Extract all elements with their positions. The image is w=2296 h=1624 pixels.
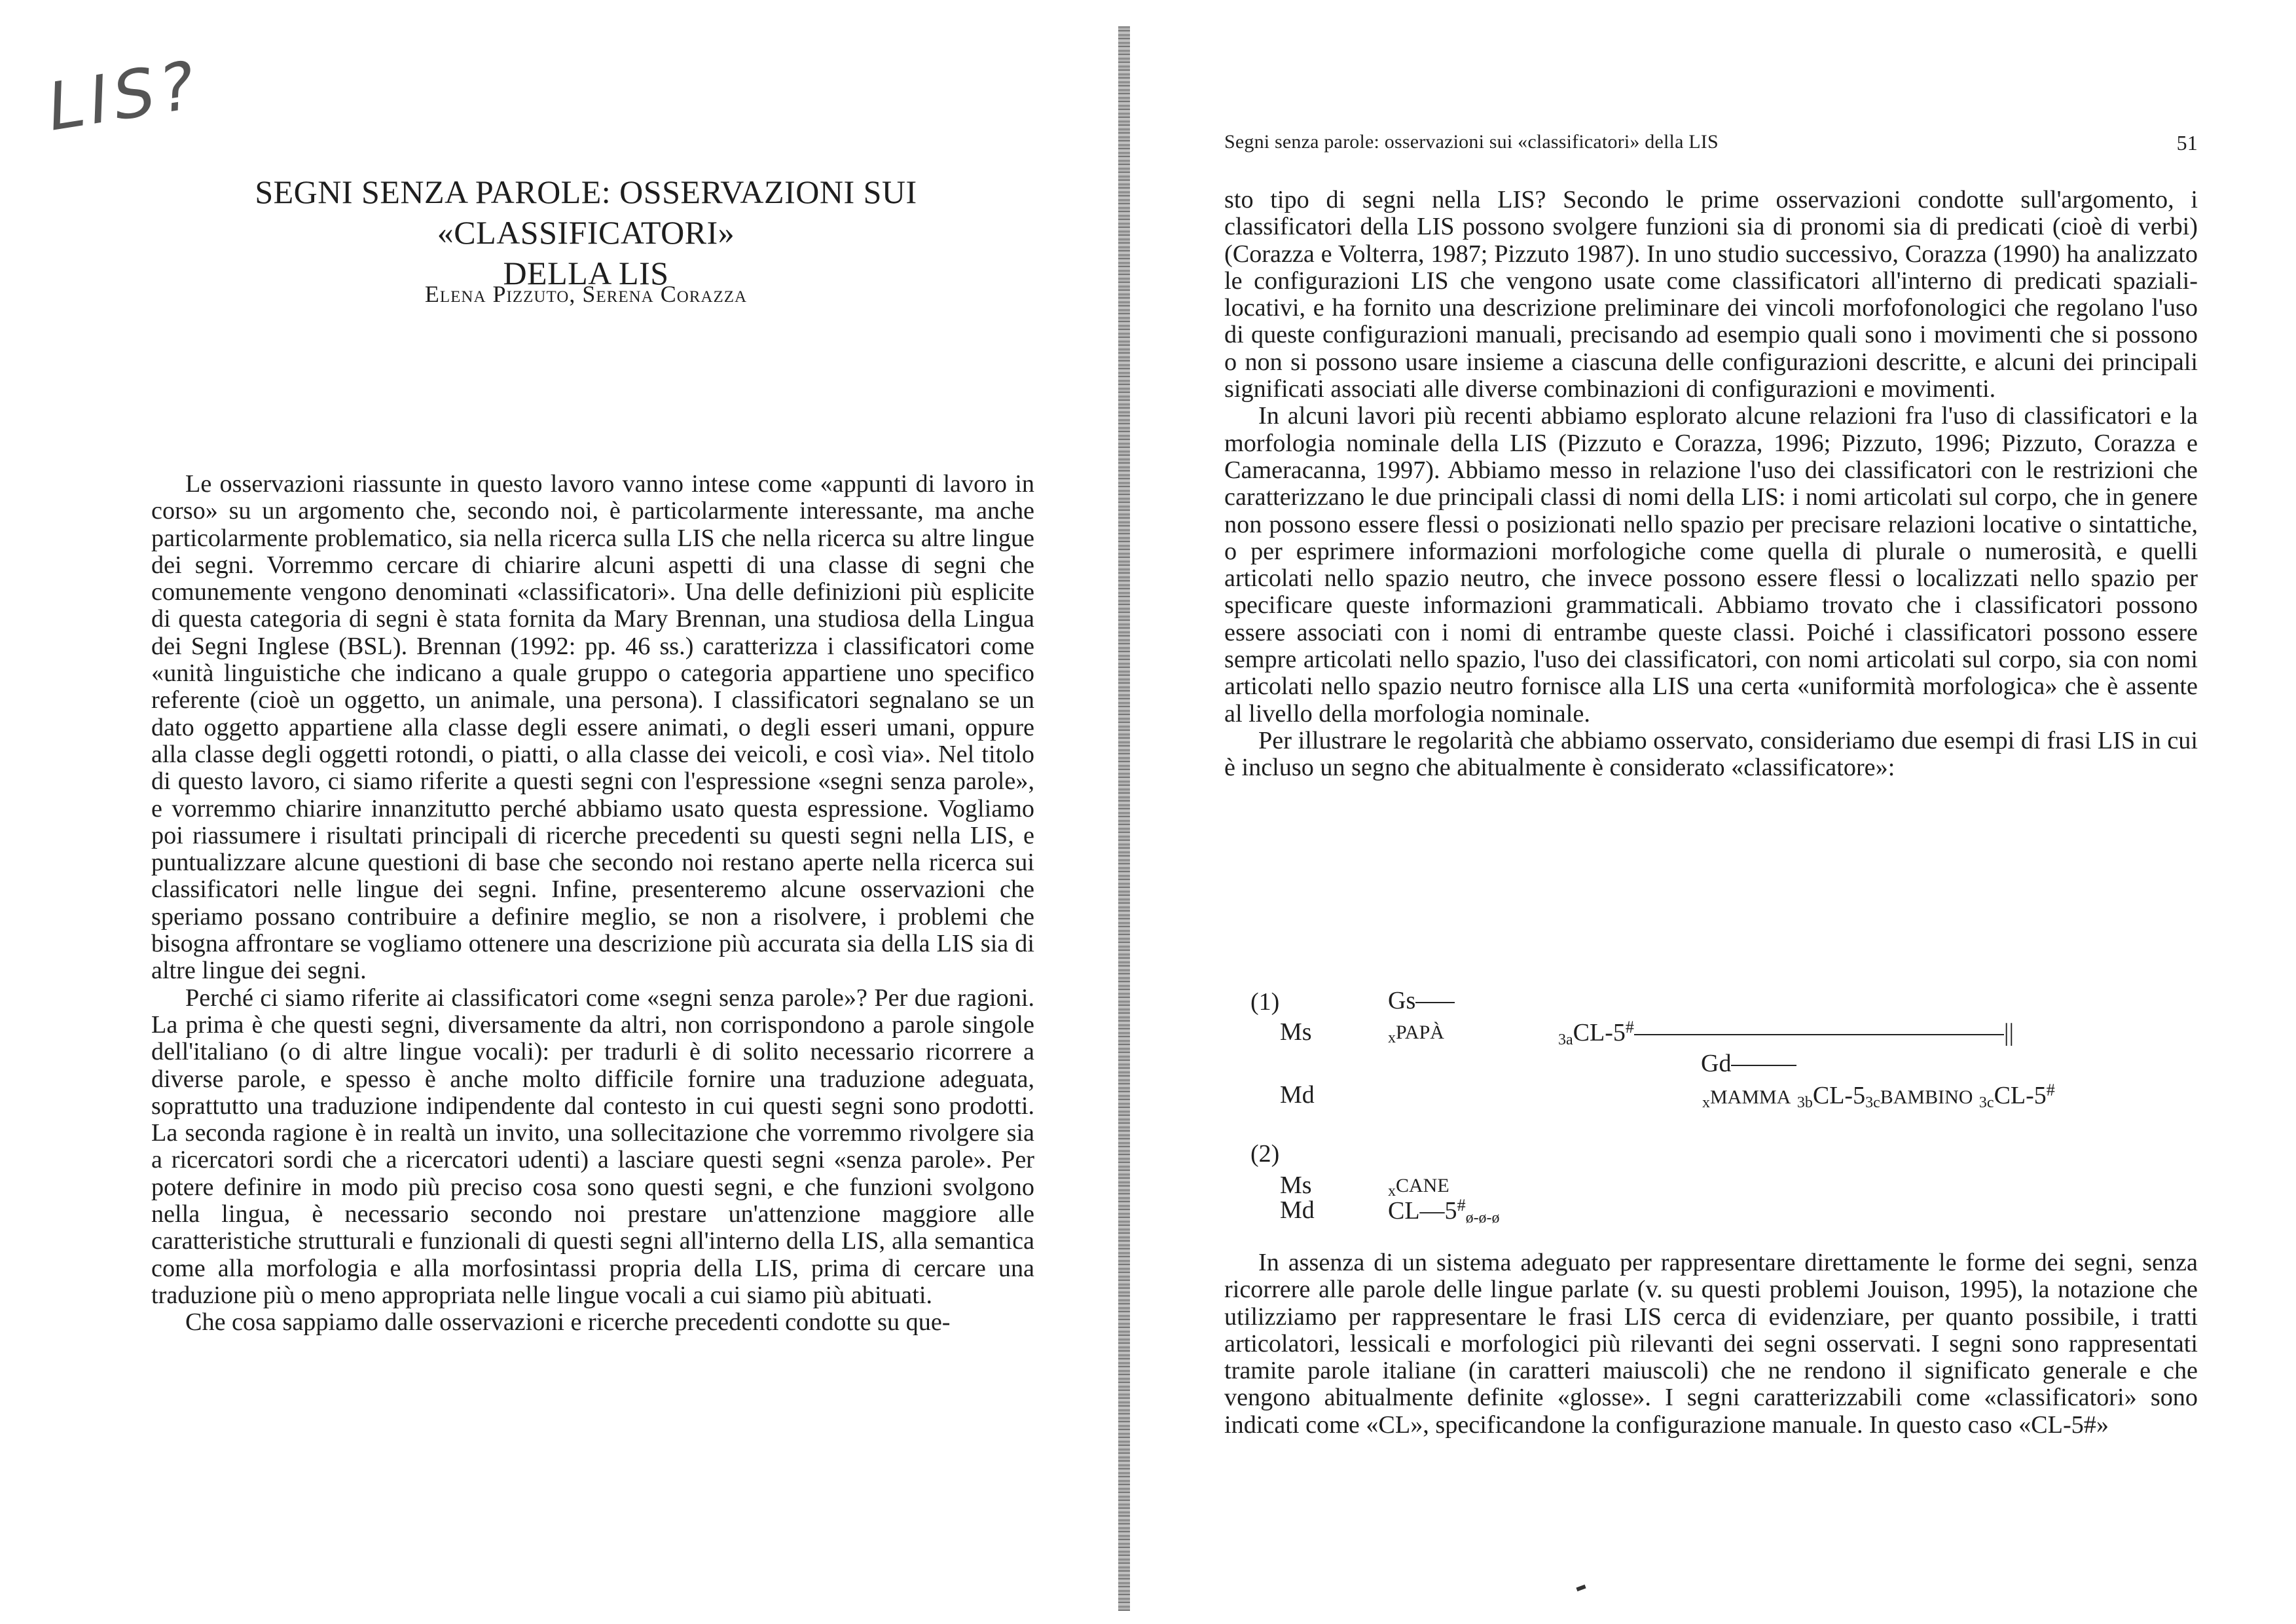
example-1-ms-sign: $_x$PAPÀ <box>1388 1022 1444 1046</box>
example-2-md-sign: $CL—5^{\#}_{ø-ø-ø}$ <box>1388 1196 1500 1227</box>
running-head-title: Segni senza parole: osservazioni sui «classificatori» della LIS <box>1224 131 1719 153</box>
paragraph: Le osservazioni riassunte in questo lavoro vanno intese come «appunti di lavoro in corso» su un argomento che, secondo noi, è particolarmente interessante, ma anche particolarmente problematico, sia nella ricerca sulla LIS che nella ricerca su altre lingue dei segni. Vorremmo cercare di chiarire alcuni aspetti di una classe di segni che comunemente vengono denominati «classificatori». Una delle definizioni più esplicite di questa categoria di segni è stata fornita da Mary Brennan, una studiosa della Lingua dei Segni Inglese (BSL). Brennan (1992: pp. 46 ss.) caratterizza i classificatori come «unità linguistiche che indicano a quale gruppo o categoria appartiene uno specifico referente (cioè un oggetto, un animale, una persona). I classificatori segnalano se un dato oggetto appartiene alla classe degli essere animati, o degli esseri umani, oppure alla classe degli oggetti rotondi, o piatti, o alla classe dei veicoli, e così via». Nel titolo di questo lavoro, ci siamo riferite a questi segni con l'espressione «segni senza parole», e vorremmo chiarire innanzitutto perché abbiamo usato questa espressione. Vogliamo poi riassumere i risultati principali di ricerche precedenti su questi segni nella LIS, e puntualizzare alcune questioni di base che secondo noi restano aperte nella ricerca sui classificatori nelle lingue dei segni. Infine, presenteremo alcune osservazioni che speriamo possano contribuire a definire meglio, se non a risolvere, i problemi che bisogna affrontare se vogliamo ottenere una descrizione più accurata sia della LIS sia di altre lingue dei segni. <box>151 470 1034 985</box>
example-1-md-label: Md <box>1280 1081 1315 1109</box>
example-2-number: (2) <box>1250 1140 1280 1168</box>
article-title <box>151 172 1021 293</box>
paragraph: Perché ci siamo riferite ai classificatori come «segni senza parole»? Per due ragioni. La prima è che questi segni, diversamente da altri, non corrispondono a parole singole dell'italiano (o di altre lingue vocali): per tradurli è di solito necessario ricorrere a diverse parole, e spesso è anche molto difficile fornire una traduzione adeguata, soprattutto una traduzione indipendente dal contesto in cui questi segni sono prodotti. La seconda ragione è in realtà un invito, una sollecitazione che vorremmo rivolgere sia a ricercatori sordi che a ricercatori udenti) a lasciare questi segni «senza parole». Per potere definire in modo più preciso cosa sono questi segni, e che funzioni svolgono nella lingua, è necessario secondo noi prestare un'attenzione maggiore alle caratteristiche strutturali e funzionali di questi segni all'interno della LIS, alla semantica come alla morfologia e alla morfosintassi propria della LIS, prima di cercare una traduzione più o meno appropriata nelle lingue vocali a cui siamo più abituati. <box>151 984 1034 1309</box>
title-line-2: DELLA LIS <box>503 255 669 291</box>
left-body-text <box>151 471 1034 1337</box>
paragraph: In assenza di un sistema adeguato per rappresentare direttamente le forme dei segni, senza ricorrere alle parole delle lingue parlate (v. su questi problemi Jouison, 1995), la notazione che utilizziamo per rappresentare le frasi LIS cerca di evidenziare, per quanto possibile, i tratti articolatori, lessicali e morfologici più rilevanti dei segni osservati. I segni sono rappresentati tramite parole italiane (in caratteri maiuscoli) che ne rendono il significato generale e che vengono abitualmente definite «glosse». I segni caratterizzabili come «classificatori» sono indicati come «CL», specificandone la configurazione manuale. In questo caso «CL-5#» <box>1224 1249 2198 1439</box>
example-1-classifier: $_{3a}$CL-5# || <box>1558 1018 2014 1048</box>
right-body-text-lower <box>1224 1249 2198 1439</box>
example-1-ms-label: Ms <box>1280 1018 1312 1046</box>
right-body-text-upper <box>1224 187 2198 782</box>
paragraph: In alcuni lavori più recenti abbiamo esplorato alcune relazioni fra l'uso di classificatori e la morfologia nominale della LIS (Pizzuto e Corazza, 1996; Pizzuto, 1996; Pizzuto, Corazza e Cameracanna, 1997). Abbiamo messo in relazione l'uso dei classificatori con le restrizioni che caratterizzano le due principali classi di nomi della LIS: i nomi articolati sul corpo, che in genere non possono essere flessi o posizionati nello spazio per precisare relazioni locative o sintattiche, o per esprimere informazioni morfologiche come quella di plurale o numerosità, e quelli articolati nello spazio neutro, che invece possono essere flessi o localizzati nello spazio per specificare queste informazioni grammaticali. Abbiamo trovato che i classificatori possono essere associati con i nomi di entrambe queste classi. Poiché i classificatori possono essere sempre articolati nello spazio, l'uso dei classificatori, con nomi articolati sul corpo, sia con nomi articolati nello spazio neutro fornisce alla LIS una certa «uniformità morfologica» che è assente al livello della morfologia nominale. <box>1224 402 2198 728</box>
paragraph: sto tipo di segni nella LIS? Secondo le prime osservazioni condotte sull'argomento, i classificatori della LIS possono svolgere funzioni sia di pronomi sia di predicati (cioè di verbi) (Corazza e Volterra, 1987; Pizzuto 1987). In uno studio successivo, Corazza (1990) ha analizzato le configurazioni LIS che vengono usate come classificatori all'interno di predicati spaziali-locativi, e ha fornito una descrizione preliminare dei vincoli morfofonologici che regolano l'uso di queste configurazioni manuali, precisando ad esempio quali sono i movimenti che si possono o non si possono usare insieme a ciascuna delle configurazioni descritte, e alcuni dei principali significati associati alle diverse combinazioni di configurazioni e movimenti. <box>1224 186 2198 403</box>
example-1-md-signs: $_x$MAMMA $_{3b}CL-5_{3c}BAMBINO$ $_{3c}$CL-5# <box>1702 1080 2055 1111</box>
example-2-ms-label: Ms <box>1280 1172 1312 1199</box>
paragraph: Che cosa sappiamo dalle osservazioni e ricerche precedenti condotte su que- <box>185 1308 951 1337</box>
left-page <box>0 0 1126 1624</box>
example-1-gs: Gs <box>1388 986 1455 1015</box>
article-authors: Elena Pizzuto, Serena Corazza <box>424 281 748 307</box>
paragraph: Per illustrare le regolarità che abbiamo osservato, consideriamo due esempi di frasi LIS in cui è incluso un segno che abitualmente è considerato «classificatore»: <box>1224 726 2198 782</box>
title-line-1: SEGNI SENZA PAROLE: OSSERVAZIONI SUI «CLASSIFICATORI» <box>255 174 917 251</box>
example-1-number: (1) <box>1250 988 1280 1016</box>
example-1-gd: Gd <box>1701 1049 1796 1078</box>
handwritten-annotation: LIS? <box>42 46 206 146</box>
page-number: 51 <box>2176 131 2198 155</box>
right-page <box>1126 0 2296 1624</box>
example-2-ms-sign: $_x$CANE <box>1388 1175 1449 1200</box>
example-2-md-label: Md <box>1280 1196 1315 1224</box>
scan-mark <box>1576 1585 1586 1591</box>
